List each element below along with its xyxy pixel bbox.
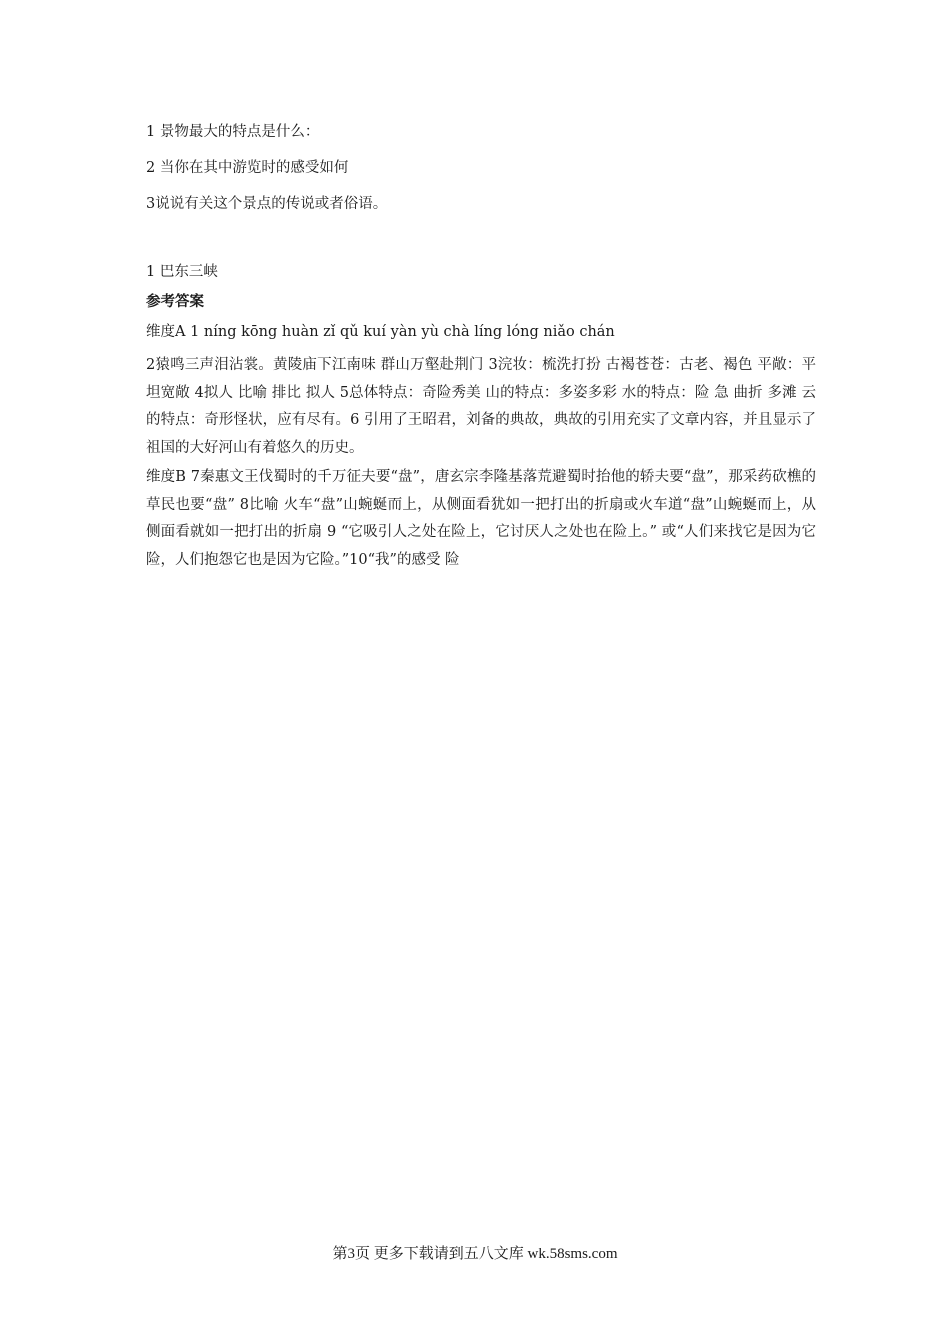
page-footer: 第3页 更多下载请到五八文库 wk.58sms.com <box>332 1246 618 1262</box>
question-3: 3说说有关这个景点的传说或者俗语。 <box>146 196 388 212</box>
dimension-a-line: 维度A 1 níng kōng huàn zǐ qǔ kuí yàn yù chà líng lóng niǎo chán <box>146 324 615 340</box>
dimension-a-paragraph: 2猿鸣三声泪沾裳。黄陵庙下江南味 群山万壑赴荆门 3浣妆：梳洗打扮 古褐苍苍：古老、褐色 平敞：平坦宽敞 4拟人 比喻 排比 拟人 5总体特点：奇险秀美 山的特点：多姿多彩 水的特点：险 急 曲折 多滩 云的特点：奇形怪状，应有尽有。6 引用了王昭君，刘备的典故，典故的引用充实了文章内容，并且显示了祖国的大好河山有着悠久的历史。 <box>146 357 816 456</box>
question-1: 1 景物最大的特点是什么： <box>146 124 320 140</box>
question-2: 2 当你在其中游览时的感受如何 <box>146 160 349 176</box>
answer-heading: 参考答案 <box>146 293 204 310</box>
section-title: 1 巴东三峡 <box>146 264 218 280</box>
document-body <box>146 122 816 574</box>
dimension-b-paragraph: 维度B 7秦惠文王伐蜀时的千万征夫要“盘”，唐玄宗李隆基落荒避蜀时抬他的轿夫要“盘”，那采药砍樵的草民也要“盘” 8比喻 火车“盘”山蜿蜒而上，从侧面看犹如一把打出的折扇或火车道“盘”山蜿蜒而上，从侧面看就如一把打出的折扇 9 “它吸引人之处在险上，它讨厌人之处也在险上。” 或“人们来找它是因为它险，人们抱怨它也是因为它险。”10“我”的感受 险 <box>146 469 816 568</box>
